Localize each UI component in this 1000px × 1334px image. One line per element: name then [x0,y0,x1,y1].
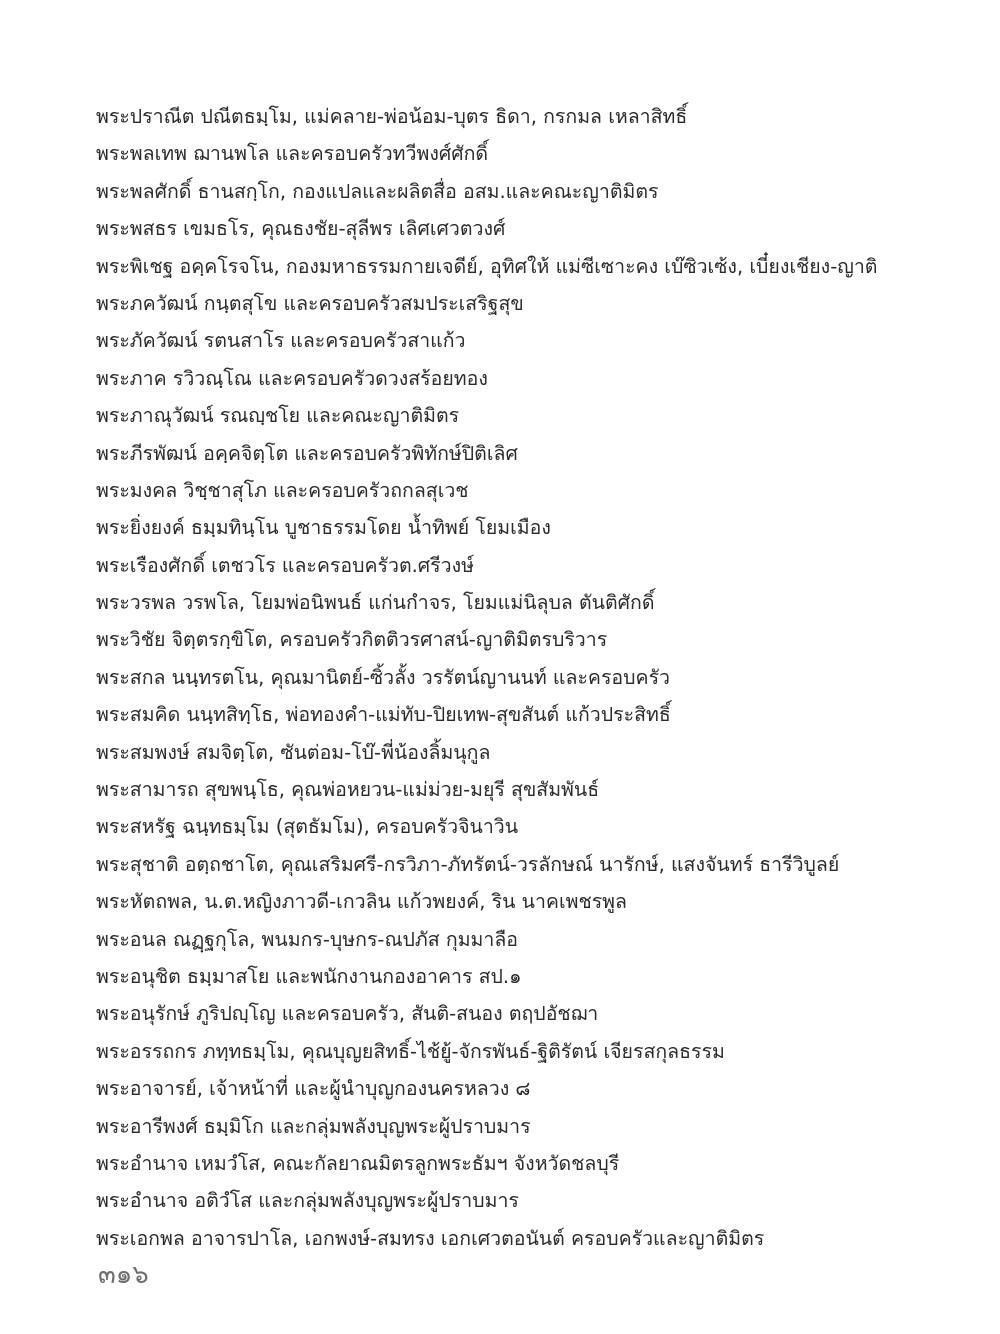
list-item: พระอารีพงศ์ ธมฺมิโก และกลุ่มพลังบุญพระผู้ปราบมาร [96,1114,531,1138]
list-item: พระอรรถกร ภทฺทธมฺโม, คุณบุญยสิทธิ์-ไช้ยู้-จักรพันธ์-ฐิติรัตน์ เจียรสกุลธรรม [96,1039,725,1063]
list-item: พระพลศักดิ์ ธานสกฺโก, กองแปลและผลิตสื่อ อสม.และคณะญาติมิตร [96,179,659,203]
list-item: พระมงคล วิชฺชาสุโภ และครอบครัวถกลสุเวช [96,478,469,502]
list-item: พระวิชัย จิตฺตรกฺขิโต, ครอบครัวกิตติวรศาสน์-ญาติมิตรบริวาร [96,628,608,652]
list-item: พระยิ่งยงค์ ธมฺมทินฺโน บูชาธรรมโดย น้ำทิพย์ โยมเมือง [96,516,551,540]
list-item: พระอนุชิต ธมฺมาสโย และพนักงานกองอาคาร สป.๑ [96,964,522,988]
list-item: พระสกล นนฺทรตโน, คุณมานิตย์-ซิ้วลั้ง วรรัตน์ญานนท์ และครอบครัว [96,665,670,689]
list-item: พระพสธร เขมธโร, คุณธงชัย-สุลีพร เลิศเศวตวงศ์ [96,217,506,241]
list-item: พระภาค รวิวณฺโณ และครอบครัวดวงสร้อยทอง [96,366,488,390]
list-item: พระวรพล วรพโล, โยมพ่อนิพนธ์ แก่นกำจร, โยมแม่นิลุบล ตันติศักดิ์ [96,591,655,615]
dedication-list [96,98,976,1257]
list-item: พระภัควัฒน์ รตนสาโร และครอบครัวสาแก้ว [96,329,466,353]
list-item: พระภีรพัฒน์ อคฺคจิตฺโต และครอบครัวพิทักษ์ปิติเลิศ [96,441,518,465]
list-item: พระพลเทพ ฌานพโล และครอบครัวทวีพงศ์ศักดิ์ [96,142,489,166]
list-item: พระสมคิด นนฺทสิทฺโธ, พ่อทองคำ-แม่ทับ-ปิยเทพ-สุขสันต์ แก้วประสิทธิ์ [96,703,671,727]
list-item: พระภาณุวัฒน์ รณญฺชโย และคณะญาติมิตร [96,404,460,428]
list-item: พระอำนาจ เหมวํโส, คณะกัลยาณมิตรลูกพระธัมฯ จังหวัดชลบุรี [96,1151,620,1175]
list-item: พระหัตถพล, น.ต.หญิงภาวดี-เกวลิน แก้วพยงค์, ริน นาคเพชรพูล [96,890,627,914]
list-item: พระอนุรักษ์ ภูริปญฺโญ และครอบครัว, สันติ-สนอง ตฤปอัชฌา [96,1002,599,1026]
list-item: พระสหรัฐ ฉนฺทธมฺโม (สุตธัมโม), ครอบครัวจินาวิน [96,815,519,839]
list-item: พระพิเชฐ อคฺคโรจโน, กองมหาธรรมกายเจดีย์, อุทิศให้ แม่ซีเซาะคง เบ๊ซิวเซ้ง, เบี๋ยงเชียง-ญาติ [96,254,878,278]
list-item: พระสุชาติ อตฺถชาโต, คุณเสริมศรี-กรวิภา-ภัทรัตน์-วรลักษณ์ นารักษ์, แสงจันทร์ ธารีวิบูลย์ [96,852,840,876]
list-item: พระสามารถ สุขพนฺโธ, คุณพ่อหยวน-แม่ม่วย-มยุรี สุขสัมพันธ์ [96,778,600,802]
list-item: พระปราณีต ปณีตธมฺโม, แม่คลาย-พ่อน้อม-บุตร ธิดา, กรกมล เหลาสิทธิ์ [96,105,688,128]
list-item: พระเรืองศักดิ์ เตชวโร และครอบครัวต.ศรีวงษ์ [96,553,474,577]
list-item: พระอาจารย์, เจ้าหน้าที่ และผู้นำบุญกองนครหลวง ๘ [96,1077,531,1101]
list-item: พระเอกพล อาจารปาโล, เอกพงษ์-สมทรง เอกเศวตอนันต์ ครอบครัวและญาติมิตร [96,1226,765,1250]
list-item: พระอำนาจ อติวํโส และกลุ่มพลังบุญพระผู้ปราบมาร [96,1189,519,1213]
page-number: ๓๑๖ [98,1260,149,1290]
list-item: พระสมพงษ์ สมจิตฺโต, ซันต่อม-โบ๊-พี่น้องลิ้มนุกูล [96,740,491,764]
list-item: พระอนล ณฏฺฐกุโล, พนมกร-บุษกร-ณปภัส กุมมาลือ [96,927,519,951]
list-item: พระภควัฒน์ กนฺตสุโข และครอบครัวสมประเสริฐสุข [96,291,524,315]
